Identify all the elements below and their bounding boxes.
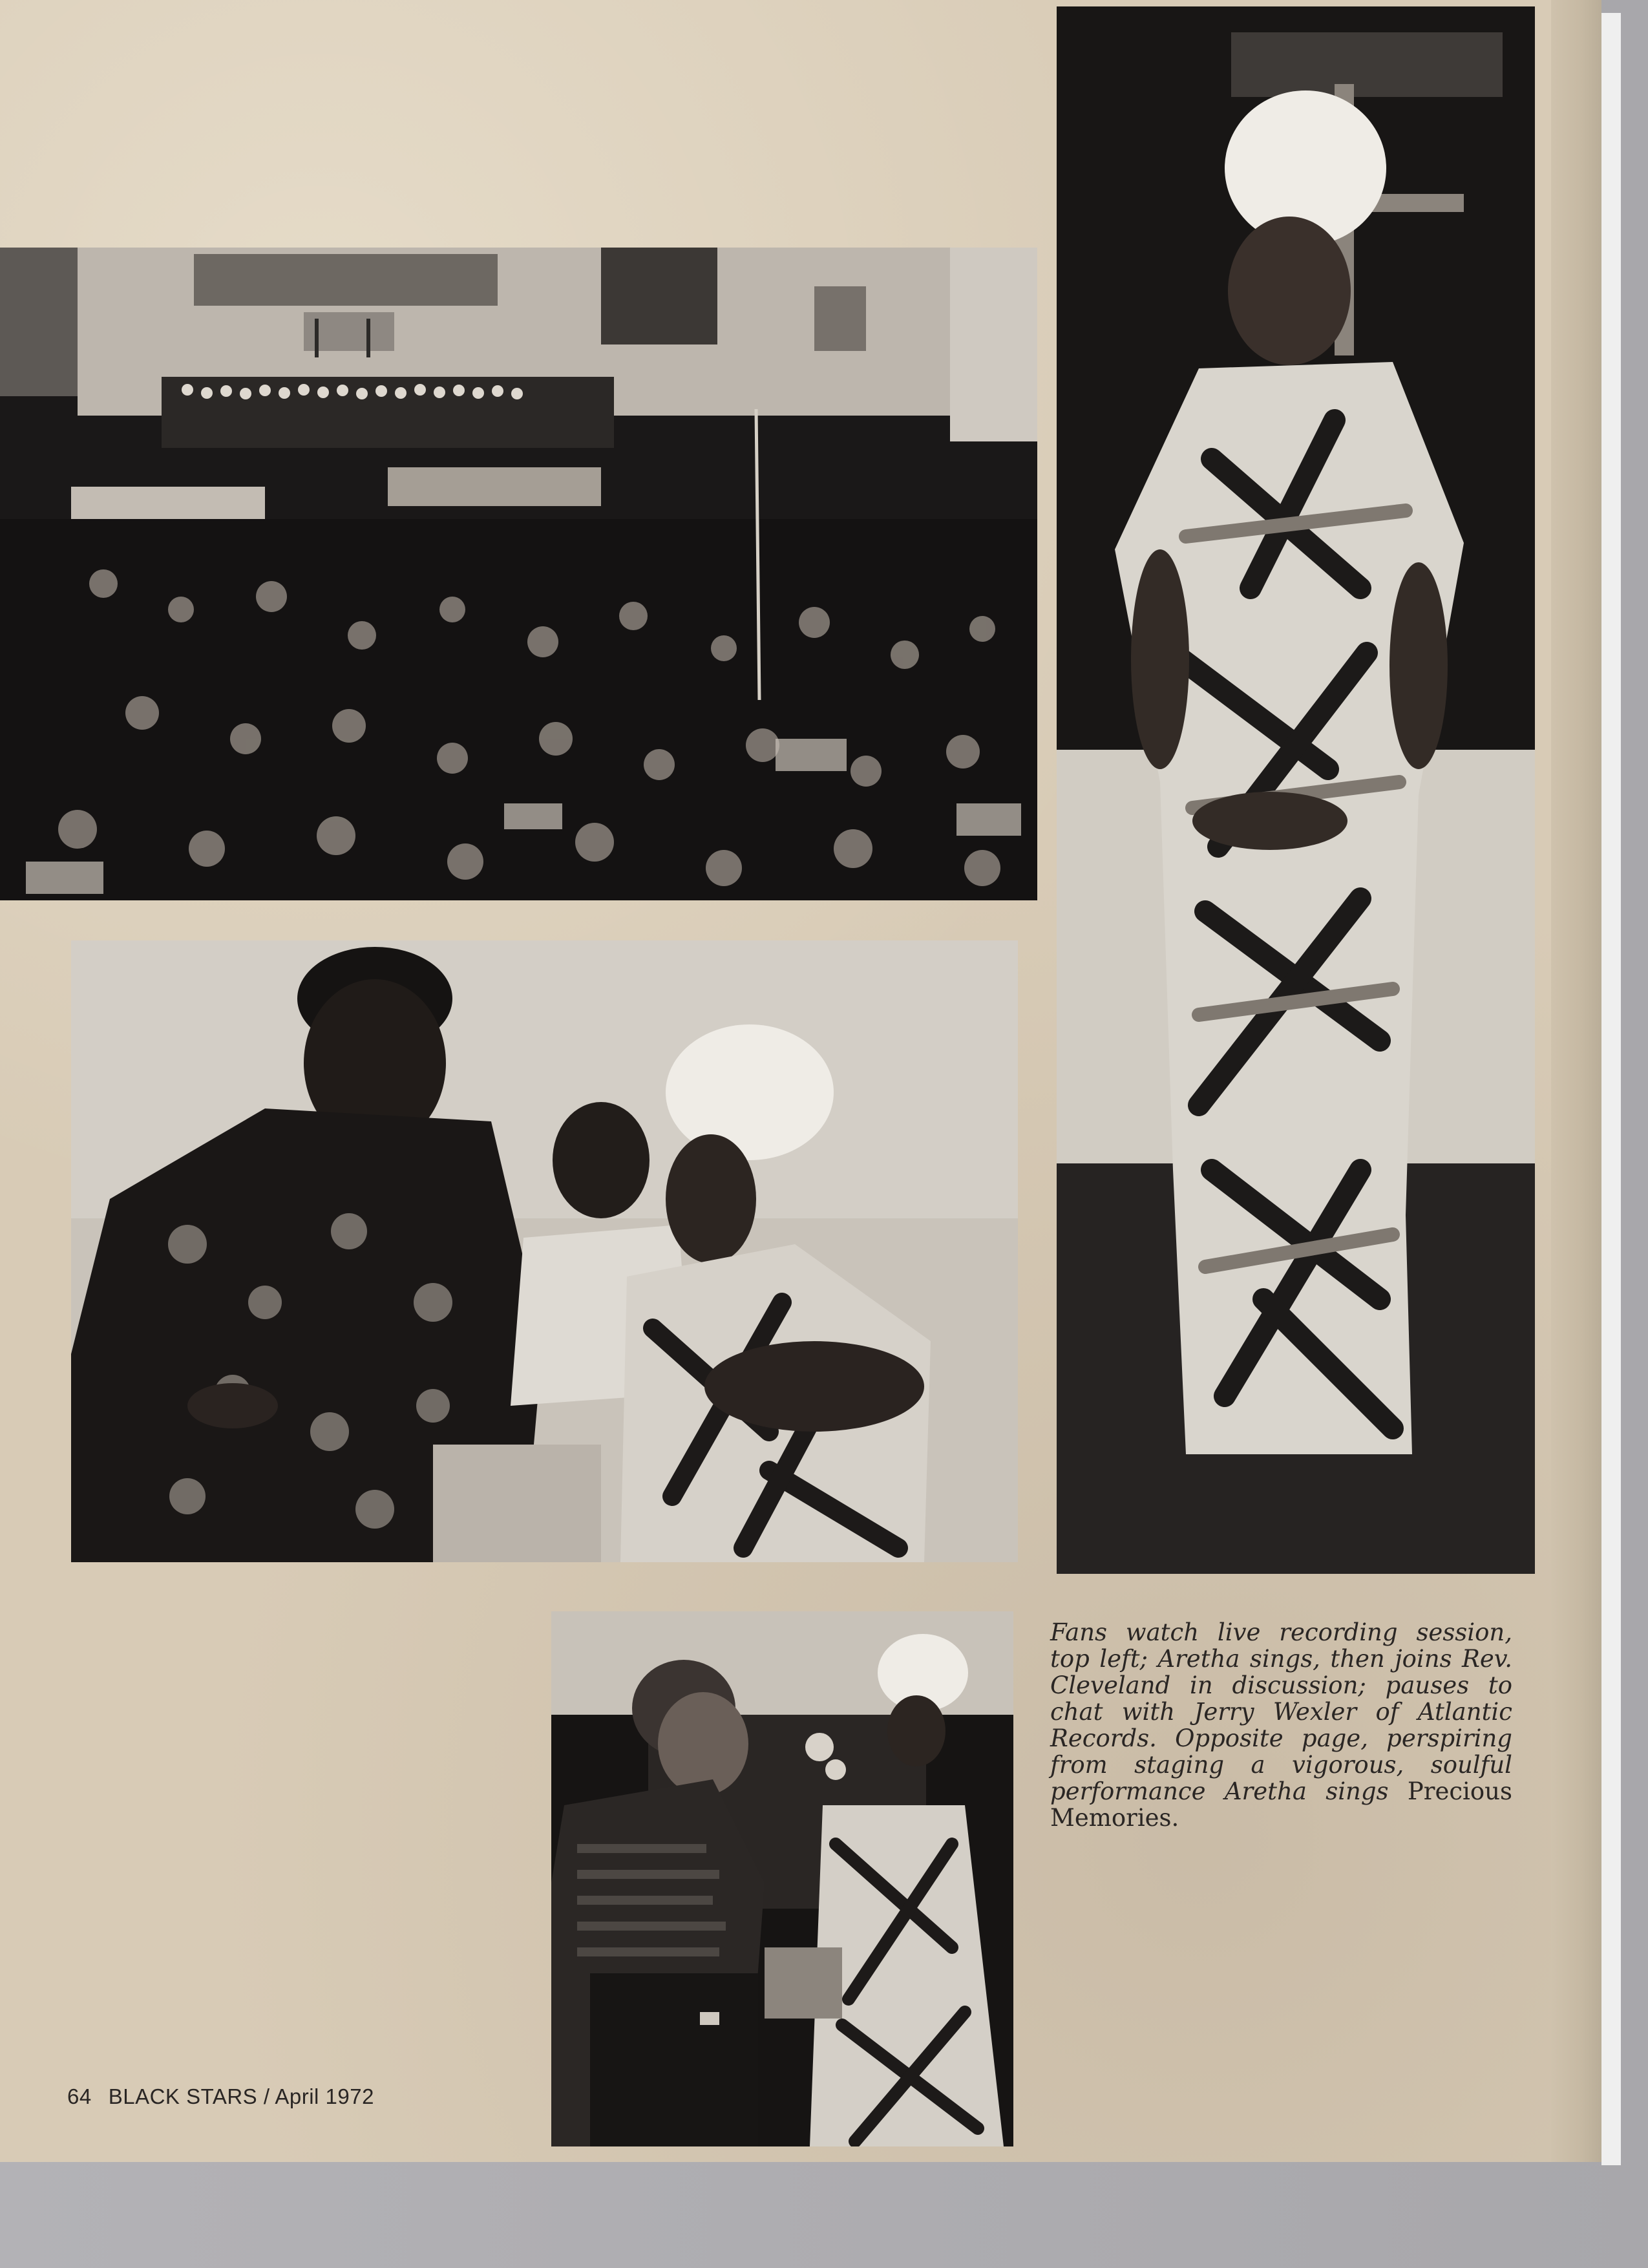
- page-folio: [67, 2084, 374, 2109]
- wexler-chat-photo: [551, 1611, 1013, 2146]
- page-binding-edge: [1551, 0, 1601, 2162]
- discussion-photo-image: [71, 940, 1018, 1562]
- caption-song-title: Precious Memories.: [1050, 1777, 1512, 1832]
- congregation-photo-image: [0, 248, 1037, 900]
- caption-text: Fans watch live recording session, top left; Aretha sings, then joins Rev. Cleveland in discussion; pauses to chat with Jerry Wexler of Atlantic Records. Opposite page, perspiring from staging a vigorous, soulful performance Aretha sings: [1050, 1618, 1512, 1805]
- scanner-edge-strip: [1601, 13, 1621, 2165]
- discussion-photo: [71, 940, 1018, 1562]
- singer-portrait-image: [1057, 6, 1535, 1574]
- singer-portrait-photo: [1057, 6, 1535, 1574]
- wexler-chat-photo-image: [551, 1611, 1013, 2146]
- publication-line: BLACK STARS / April 1972: [108, 2084, 374, 2108]
- page-number: 64: [67, 2084, 92, 2108]
- congregation-photo: [0, 248, 1037, 900]
- photo-caption: [1050, 1619, 1512, 1831]
